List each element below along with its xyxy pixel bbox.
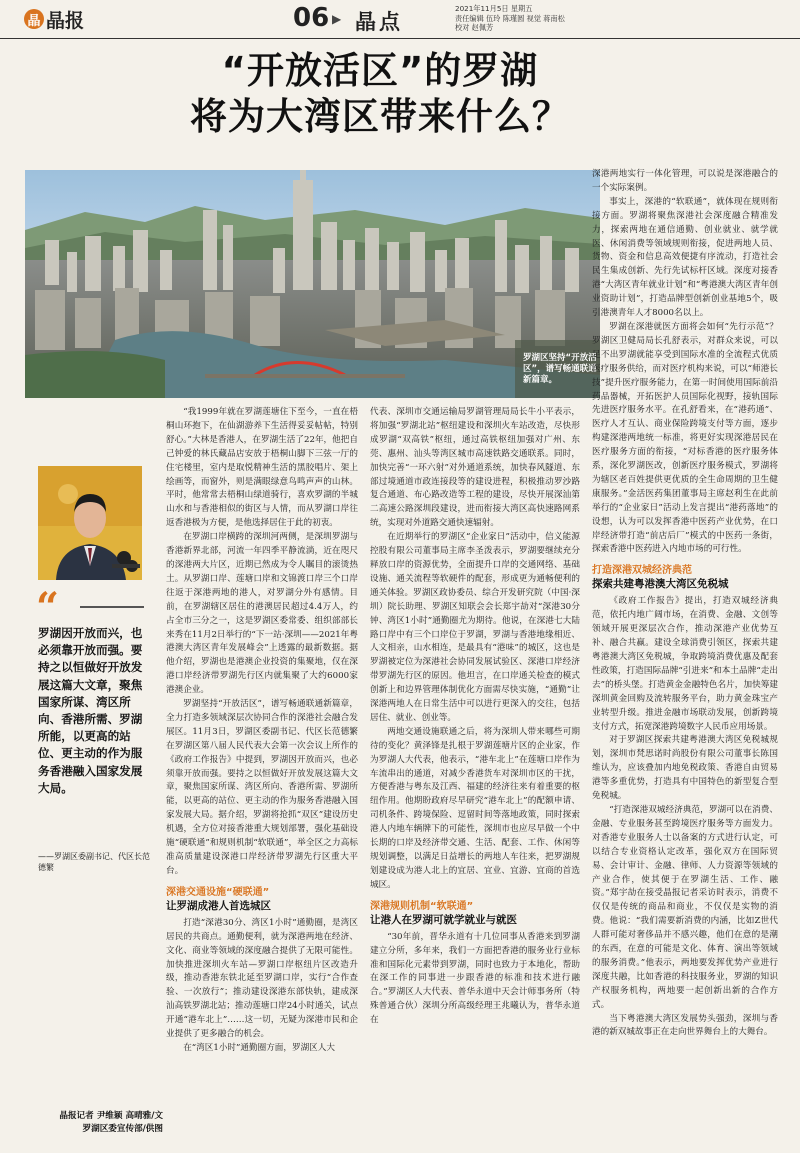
city-skyline-photo [25, 170, 600, 398]
subheading-title: 探索共建粤港澳大湾区免税城 [592, 578, 729, 591]
subheading-kicker: 打造深港双城经济典范 [592, 565, 692, 577]
paragraph: 在罗湖口岸横跨的深圳河两侧，是深圳罗湖与香港新界北部，河流一年四季平静流淌，近在咫尺的深港两大片区，近期已然成为令人瞩目的滚烫热土。从罗湖口岸、莲塘口岸和文锦渡口岸三个口岸往返于深港两地的港人，对罗湖分外有感情。目前，在罗湖辖区居住的港澳居民超过4.4万人，约占全市三分之一，这是罗湖区委常委、组织部部长来秀在11月2日举行的“下一站·深圳——2021年粤港澳大湾区青年发展峰会”上透露的最新数据。据他介绍，罗湖也是港澳企业投资的集聚地，仅在深港口岸经济带罗湖先行区内就集聚了大约6000家港澳企业。 [166, 532, 358, 696]
proof-line: 校对 赵佩芳 [455, 23, 494, 32]
paragraph: “30年前，晋华永道有十几位同事从香港来到罗湖建立分所，多年来，我们一方面把香港的服务业行业标准和国际化元素带到罗湖，同时也致力于本地化，帮助在深工作的同事进一步跟香港的标准和技术进行融合。”罗湖区人大代表、普华永道中天会计师事务所（特殊普通合伙）深圳分所高级经理王兆曦认为，普华永道在 [370, 931, 580, 1026]
subheading-dual-city [592, 564, 778, 591]
masthead-bar [0, 0, 800, 39]
quote-mark-icon: “ [36, 584, 60, 631]
quote-divider [80, 606, 144, 608]
paragraph: 在近期举行的罗湖区“企业家日”活动中，信义能源控股有限公司董事局主席李圣泼表示，罗湖要继续充分释放口岸的资源优势，全面提升口岸的交通网络、基础设施、通关流程等软硬件的配套，形成更为通畅便利的通关体验。罗湖区政协委员、综合开发研究院（中国·深圳）院长助理、罗湖区知联会会长郑宇劼对“深港30分钟、湾区1小时”通勤圈尤为期待。他说，在深港七大陆路口岸中有三个口岸位于罗湖，罗湖与香港地缘相近、人文相亲，山水相连，是最具有“港味”的城区，这也是罗湖被定位为深港社会协同发展试验区、深港口岸经济带罗湖先行区的原因。他坦言，在口岸通关检查的模式创新上和边界管理体制优化方面需尽快实施，“通勤”让深港两地人在日常生活中可以进行更深入的交往，包括居住、就业、创业等。 [370, 532, 580, 723]
paragraph: “打造深港双城经济典范，罗湖可以在消费、金融、专业服务甚至跨境医疗服务等方面发力。对香港专业服务人士以备案的方式进行认定，可以结合专业资格认定改革，强化双方在国际贸易、会计审计、金融、律师、人力资源等领域的产业合作，使其便于在罗湖生活、工作、融资。”郑宇劼在接受晶报记者采访时表示，消费不仅仅是传统的商品和商业，不仅仅是实物的消费。他说：“我们需要新消费的内涵，比如Z世代人群可能对奢侈品并不感兴趣，他们在意的是潮的东西，在意的可能是文化、体育、演出等领域的服务消费。”他表示，两地要发挥优势产业进行深度共融，比如香港的科技服务业，罗湖的知识产权服务机构，两地要一起创新出新的合作方式。 [592, 804, 778, 1010]
article-column-1 [166, 406, 358, 1150]
paragraph: 代表、深圳市交通运输局罗湖管理局局长牛小平表示，将加强“罗湖北站”枢纽建设和深圳火车站改造，尽快形成罗湖“双高铁”枢纽，通过高铁枢纽加强对广州、东莞、惠州、汕头等湾区城市高速铁路交通联系。同时，加快完善“一环六射”对外通道系统，加快春风隧道、东部过境通道市政连接段等的建设进程，积极推动罗沙路复合通道、布心路改造等工程的建设，尽快开展深汕第二高速公路深圳段建设，进而衔接大湾区高快速路网系统，实现对外道路交通快速辐射。 [370, 407, 580, 529]
paragraph: 《政府工作报告》提出，打造双城经济典范，依托内地广阔市场，在消费、金融、文创等领域开展更深层次合作，推动深港产业优势互补、融合共赢。建设全球消费引领区，探索共建粤港澳大湾区免税城，争取跨境消费优惠及配套性政策，打造国际品牌“引进来”和本土品牌“走出去”的桥头堡。打造黄金金融特色名片，加快筹建深圳黄金回购及流转服务平台，助力黄金珠宝产业转型升级。推进金融市场联动发展，创新跨境支付方式，拓宽深港跨境数字人民币应用场景。 [592, 596, 778, 732]
newspaper-logo[interactable] [24, 6, 84, 32]
subheading-title: 让罗湖成港人首选城区 [166, 899, 271, 912]
byline-photo: 罗湖区委宣传部/供图 [82, 1124, 163, 1134]
paragraph: 罗湖坚持“开放活区”，谱写畅通联通新篇章，全力打造多领域深层次协同合作的深港社会融合发展区。11月3日，罗湖区委副书记、代区长范德繁在罗湖区第八届人民代表大会第一次会议上所作的《政府工作报告》中提到，罗湖因开放而兴，也必须靠开放而强。要持之以恒做好开放发展这篇大文章，聚焦国家所谋、湾区所向、香港所需、罗湖所能，以更高的站位、更主动的作为服务香港融入国家发展大局。据介绍，罗湖将抢抓“双区”建设历史机遇，全方位对接香港重大规划部署，强化基础设施“硬联通”和规则机制“软联通”，举全区之力高标准高质量建设深港口岸经济带罗湖先行区重大平台。 [166, 699, 358, 876]
play-arrow-icon: ▶ [332, 12, 342, 26]
masthead-meta [455, 4, 605, 33]
logo-text: 晶报 [46, 9, 85, 32]
subheading-title: 让港人在罗湖可就学就业与就医 [370, 913, 517, 926]
headline [120, 48, 640, 140]
logo-badge: 晶 [24, 9, 44, 29]
date-line: 2021年11月5日 星期五 [455, 4, 533, 13]
portrait-illustration [38, 466, 142, 580]
official-portrait [38, 466, 142, 580]
pull-quote: 罗湖因开放而兴，也必须靠开放而强。要持之以恒做好开放发展这篇大文章，聚焦国家所谋、湾区所向、香港所需、罗湖所能，以更高的站位、更主动的作为服务香港融入国家发展大局。 [38, 626, 143, 795]
paragraph: 两地交通设施联通之后，将为深圳人带来哪些可期待的变化？黄泽锋是扎根于罗湖莲塘片区的企业家，作为罗湖人大代表，他表示，“港车北上”在莲塘口岸作为车流串出的通道，对减少香港货车对深圳市区的干扰，方便香港与粤东及江西、福建的经济往来有着重要的枢纽作用。他期盼政府尽早研究“港车北上”的配额申请、司机条件、跨境保险、逗留时间等落地政策，同时探索港人内地车辆牌下的可能性，深圳市也应尽早做一个中长期的口岸及经济带交通、生活、配套、工作、休闲等规划调整，以满足日益增长的两地人车往来，把罗湖规划建设成为港人北上的宜居、宜业、宜游、宜商的首选城区。 [370, 726, 580, 890]
subheading-kicker: 深港规则机制“软联通” [370, 900, 474, 912]
paragraph: 深港两地实行一体化管理，可以说是深港融合的一个实际案例。 [592, 169, 778, 193]
page-number: 06 [293, 3, 330, 33]
paragraph: 在“湾区1小时”通勤圈方面，罗湖区人大 [183, 1042, 335, 1053]
paragraph: 当下粤港澳大湾区发展势头强劲，深圳与香港的新双城故事正在走向世界舞台上的大舞台。 [592, 1013, 778, 1038]
subheading-kicker: 深港交通设施“硬联通” [166, 886, 270, 898]
editors-line: 责任编辑 伍玲 陈瑾圆 视觉 蒋南松 [455, 13, 565, 23]
section-title: 晶点 [355, 9, 403, 34]
quote-attribution: ——罗湖区委副书记、代区长范德繁 [38, 852, 150, 872]
paragraph: 事实上，深港的“软联通”，就体现在规则衔接方面。罗湖将聚焦深港社会深度融合精准发力，探索两地在通信通勤、创业就业、就学就医、休闲消费等领域规则衔接，促进两地人员、货物、资金和信息高效便捷有序流动，打造社会民生集成创新、先行先试标杆区域。深度对接香港“大湾区青年就业计划”和“粤港澳大湾区青年创业资助计划”，打造品牌型创新创业基地5个，吸引港澳青年人才8000名以上。 [592, 196, 778, 319]
headline-line-2: 将为大湾区带来什么？ [190, 95, 570, 138]
subheading-hard-connectivity [166, 886, 358, 913]
paragraph: 罗湖在深港就医方面将会如何“先行示范”？罗湖区卫健局局长孔舒表示，对群众来说，可以足不出罗湖就能享受到国际水准的全流程式优质医疗服务供给，而对医疗机构来说，可以“师港长技”提升医疗服务能力，在第一时间使用国际前沿药品器械，开拓医护人员国际化视野，接轨国际先进医疗服务水平。在孔舒看来，在“港药通”、医疗人才互认、商业保险跨境支付等方面，逐步构建深港两地统一标准，将更好实现深港居民在医疗服务方面的衔接，“对标香港的医疗服务体系，深化罗湖医改，创新医疗服务模式，罗湖将为辖区老百姓提供更优质的全生命周期的卫生健康服务。”金活医药集团董事局主席赵利生在此前举行的“企业家日”活动上发言提出“港药落地”的设想，认为可以发挥香港中医药产业优势，在口岸经济带打造“前店后厂”模式的中医药一条街，探索香港中医药进入内地市场的可行性。 [592, 321, 778, 555]
paragraph: “我1999年就在罗湖莲塘住下至今，一直在梧桐山环抱下，在仙湖游养下生活得妥妥帖帖，特别舒心。”大林是香港人，在罗湖生活了22年，他把自己钟爱的林氏藏品店安放于梧桐山脚下三弦一厅的住宅楼里，室内是取悦精神生活的黑胶唱片、架上绘画等，而窗外，则是满眼绿意鸟鸣声声的山林。平时，他常常去梧桐山绿道骑行，喜欢罗湖的半城山水和与香港相似的街区与人情，而从罗湖口岸往返香港极为方便，是他选择居住于此的初衷。 [166, 407, 358, 529]
city-skyline-illustration [25, 170, 600, 398]
article-column-2 [370, 406, 580, 1150]
photo-caption: 罗湖区坚持“开放活区”，谱写畅通联通新篇章。 [523, 353, 597, 385]
paragraph: 对于罗湖区探索共建粤港澳大湾区免税城规划，深圳市梵思诺时尚股份有限公司董事长陈国维认为，应该叠加内地免税政策、香港自由贸易港等多重优势，打造具有中国特色的新型复合型免税城。 [592, 735, 778, 802]
headline-line-1: “开放活区”的罗湖 [221, 49, 539, 92]
byline-writers: 晶报记者 尹维颖 高晴雅/文 [59, 1111, 163, 1121]
subheading-soft-connectivity [370, 900, 580, 927]
byline [38, 1110, 163, 1136]
paragraph: 打造“深港30分、湾区1小时”通勤圈，是湾区居民的共商点。通勤便利，就为深港两地在经济、文化、商业等领域的深度融合提供了无限可能性。加快推进深圳火车站—罗湖口岸枢纽片区改造升级，推动香港东铁北延至罗湖口岸，实行“合作查验、一次放行”；推动建设深港东部快轨，建成深汕高铁罗湖北站；推动莲塘口岸24小时通关，试点开通“港车北上”……这一切，无疑为深港市民和企业提供了更多融合的机会。 [166, 917, 358, 1040]
article-column-3 [592, 168, 778, 1150]
